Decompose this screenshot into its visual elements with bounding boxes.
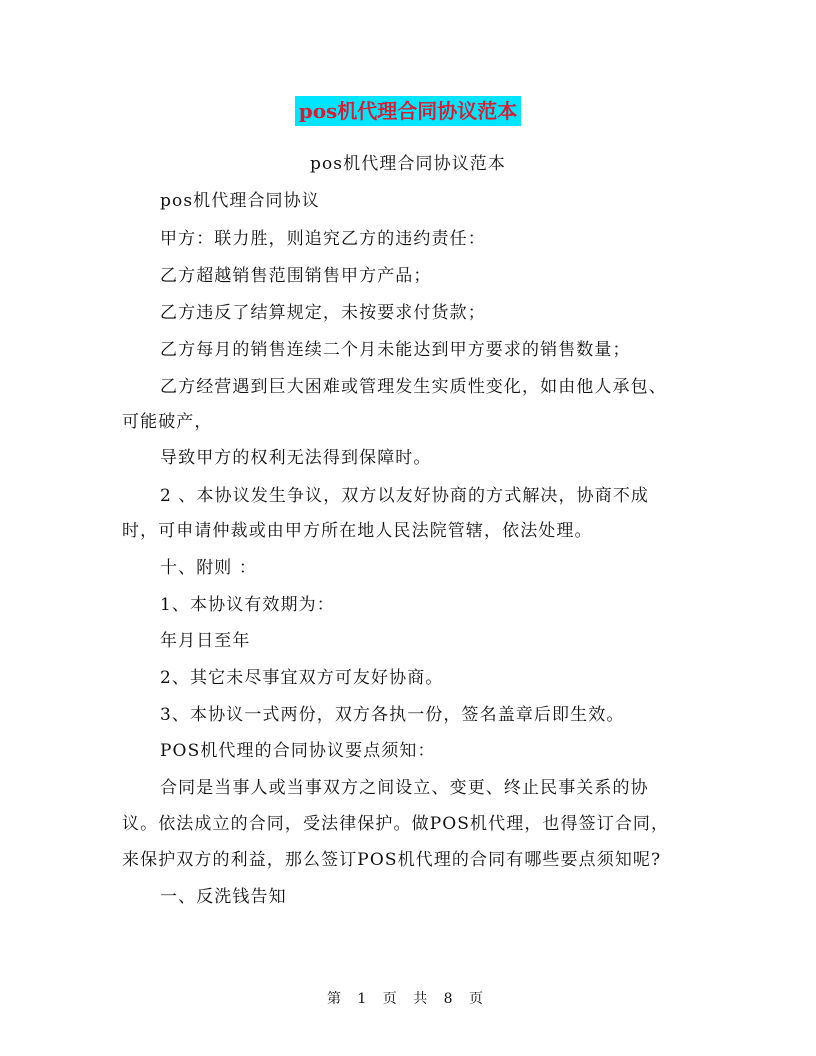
- paragraph-line: 合同是当事人或当事双方之间设立、变更、终止民事关系的协: [160, 778, 649, 798]
- title-container: [0, 96, 816, 126]
- paragraph-line: 2 、本协议发生争议，双方以友好协商的方式解决，协商不成: [160, 486, 650, 506]
- paragraph-line: POS机代理的合同协议要点须知：: [160, 741, 436, 761]
- paragraph-line: 3、本协议一式两份，双方各执一份，签名盖章后即生效。: [160, 705, 625, 725]
- paragraph-line: 议。依法成立的合同，受法律保护。做POS机代理，也得签订合同，: [122, 814, 670, 834]
- document-subtitle: pos机代理合同协议范本: [309, 154, 507, 174]
- paragraph-line: 来保护双方的利益，那么签订POS机代理的合同有哪些要点须知呢?: [122, 850, 662, 870]
- paragraph-line: 一、反洗钱告知: [160, 887, 287, 907]
- page-footer: 第 1 页 共 8 页: [326, 991, 490, 1007]
- paragraph-line: 十、附则 ：: [160, 558, 258, 578]
- paragraph-line: 乙方超越销售范围销售甲方产品；: [160, 266, 432, 286]
- paragraph-line: 甲方：联力胜，则追究乙方的违约责任：: [160, 229, 486, 249]
- paragraph-line: 年月日至年: [160, 631, 251, 651]
- paragraph-line: 1、本协议有效期为：: [160, 595, 335, 615]
- paragraph-line: 2、其它未尽事宜双方可友好协商。: [160, 668, 444, 688]
- paragraph-line: 乙方违反了结算规定，未按要求付货款；: [160, 303, 486, 323]
- paragraph-line: 乙方每月的销售连续二个月未能达到甲方要求的销售数量；: [160, 340, 631, 360]
- paragraph-line: 乙方经营遇到巨大困难或管理发生实质性变化，如由他人承包、: [160, 377, 667, 397]
- paragraph-line: 时，可申请仲裁或由甲方所在地人民法院管辖，依法处理。: [122, 521, 593, 541]
- paragraph-line: 导致甲方的权利无法得到保障时。: [160, 448, 432, 468]
- paragraph-line: 可能破产，: [122, 412, 213, 432]
- paragraph-line: pos机代理合同协议: [160, 191, 320, 211]
- document-title: pos机代理合同协议范本: [295, 96, 522, 126]
